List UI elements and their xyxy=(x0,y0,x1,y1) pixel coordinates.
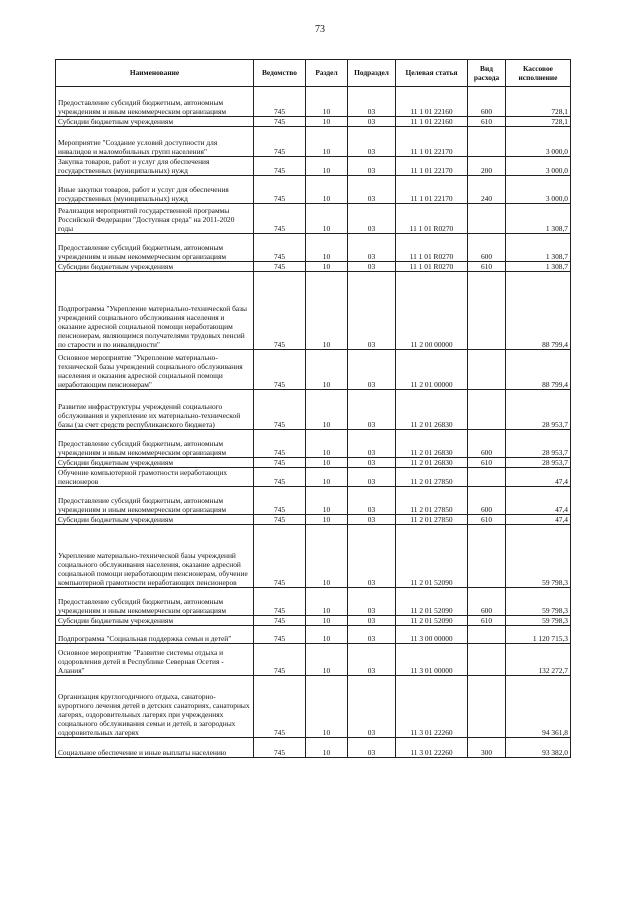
cell-expense-type: 600 xyxy=(468,430,506,458)
cell-dept: 745 xyxy=(254,616,306,626)
cell-target: 11 3 00 00000 xyxy=(396,626,468,644)
cell-expense-type xyxy=(468,272,506,350)
table-row xyxy=(56,127,571,157)
table-row xyxy=(56,272,571,350)
cell-target: 11 2 00 00000 xyxy=(396,272,468,350)
header-amount: Кассовое исполнение xyxy=(506,60,571,87)
cell-name: Предоставление субсидий бюджетным, автономным учреждениям и иным некоммерческим организациям xyxy=(56,588,254,616)
cell-section: 10 xyxy=(306,390,348,430)
cell-subsection: 03 xyxy=(348,588,396,616)
cell-amount: 1 308,7 xyxy=(506,234,571,262)
cell-amount: 88 799,4 xyxy=(506,350,571,390)
cell-name: Обучение компьютерной грамотности неработающих пенсионеров xyxy=(56,468,254,487)
cell-target: 11 1 01 22170 xyxy=(396,176,468,204)
cell-section: 10 xyxy=(306,676,348,738)
cell-name: Субсидии бюджетным учреждениям xyxy=(56,262,254,272)
cell-dept: 745 xyxy=(254,468,306,487)
cell-subsection: 03 xyxy=(348,430,396,458)
cell-subsection: 03 xyxy=(348,262,396,272)
cell-name: Мероприятие "Создание условий доступности для инвалидов и маломобильных групп населения" xyxy=(56,127,254,157)
cell-subsection: 03 xyxy=(348,525,396,588)
cell-name: Субсидии бюджетным учреждениям xyxy=(56,458,254,468)
cell-amount: 1 120 715,3 xyxy=(506,626,571,644)
cell-dept: 745 xyxy=(254,458,306,468)
cell-subsection: 03 xyxy=(348,626,396,644)
cell-amount: 94 361,8 xyxy=(506,676,571,738)
cell-amount: 3 000,0 xyxy=(506,127,571,157)
cell-expense-type: 610 xyxy=(468,616,506,626)
table-row xyxy=(56,204,571,234)
cell-expense-type: 240 xyxy=(468,176,506,204)
cell-section: 10 xyxy=(306,176,348,204)
cell-name: Организация круглогодичного отдыха, санаторно-курортного лечения детей в детских санаториях, санаторных лагерях, оздоровительных лагерях при учреждениях социального обслуживания семьи и детей, в загородных оздоровительных лагерях xyxy=(56,676,254,738)
cell-amount: 59 798,3 xyxy=(506,525,571,588)
cell-subsection: 03 xyxy=(348,644,396,676)
cell-expense-type: 600 xyxy=(468,487,506,515)
cell-target: 11 1 01 R0270 xyxy=(396,262,468,272)
table-body xyxy=(56,87,571,758)
cell-section: 10 xyxy=(306,262,348,272)
table-row xyxy=(56,644,571,676)
cell-dept: 745 xyxy=(254,157,306,176)
cell-dept: 745 xyxy=(254,390,306,430)
cell-expense-type xyxy=(468,390,506,430)
table-header-row xyxy=(56,60,571,87)
cell-target: 11 2 01 27850 xyxy=(396,468,468,487)
cell-amount: 3 000,0 xyxy=(506,176,571,204)
cell-amount: 59 798,3 xyxy=(506,588,571,616)
cell-subsection: 03 xyxy=(348,272,396,350)
cell-name: Предоставление субсидий бюджетным, автономным учреждениям и иным некоммерческим организациям xyxy=(56,87,254,117)
cell-target: 11 1 01 R0270 xyxy=(396,204,468,234)
cell-subsection: 03 xyxy=(348,616,396,626)
cell-amount: 728,1 xyxy=(506,87,571,117)
cell-section: 10 xyxy=(306,525,348,588)
header-dept: Ведомство xyxy=(254,60,306,87)
cell-expense-type: 600 xyxy=(468,234,506,262)
cell-dept: 745 xyxy=(254,515,306,525)
cell-name: Укрепление материально-технической базы учреждений социального обслуживания населения, оказание адресной социальной помощи неработающим пенсионерам, обучение компьютерной грамотности неработающих пенсионеров xyxy=(56,525,254,588)
table-row xyxy=(56,626,571,644)
cell-target: 11 2 01 52090 xyxy=(396,588,468,616)
cell-target: 11 1 01 R0270 xyxy=(396,234,468,262)
cell-dept: 745 xyxy=(254,87,306,117)
cell-amount: 47,4 xyxy=(506,487,571,515)
cell-section: 10 xyxy=(306,234,348,262)
cell-subsection: 03 xyxy=(348,676,396,738)
cell-subsection: 03 xyxy=(348,738,396,758)
cell-name: Предоставление субсидий бюджетным, автономным учреждениям и иным некоммерческим организациям xyxy=(56,487,254,515)
cell-dept: 745 xyxy=(254,117,306,127)
cell-amount: 132 272,7 xyxy=(506,644,571,676)
cell-dept: 745 xyxy=(254,525,306,588)
cell-dept: 745 xyxy=(254,234,306,262)
table-row xyxy=(56,468,571,487)
cell-amount: 93 382,0 xyxy=(506,738,571,758)
table-row xyxy=(56,390,571,430)
budget-execution-table xyxy=(55,59,571,758)
cell-amount: 28 953,7 xyxy=(506,390,571,430)
cell-dept: 745 xyxy=(254,644,306,676)
table-row xyxy=(56,458,571,468)
cell-section: 10 xyxy=(306,127,348,157)
cell-expense-type: 300 xyxy=(468,738,506,758)
cell-section: 10 xyxy=(306,350,348,390)
cell-name: Субсидии бюджетным учреждениям xyxy=(56,117,254,127)
cell-dept: 745 xyxy=(254,430,306,458)
cell-dept: 745 xyxy=(254,676,306,738)
cell-amount: 1 308,7 xyxy=(506,262,571,272)
cell-expense-type: 610 xyxy=(468,262,506,272)
cell-expense-type xyxy=(468,204,506,234)
cell-subsection: 03 xyxy=(348,117,396,127)
cell-amount: 47,4 xyxy=(506,468,571,487)
cell-section: 10 xyxy=(306,588,348,616)
cell-name: Социальное обеспечение и иные выплаты населению xyxy=(56,738,254,758)
cell-expense-type xyxy=(468,350,506,390)
cell-section: 10 xyxy=(306,487,348,515)
cell-name: Субсидии бюджетным учреждениям xyxy=(56,515,254,525)
cell-name: Реализация мероприятий государственной программы Российской Федерации "Доступная среда" на 2011-2020 годы xyxy=(56,204,254,234)
cell-target: 11 2 01 52090 xyxy=(396,525,468,588)
cell-dept: 745 xyxy=(254,176,306,204)
cell-section: 10 xyxy=(306,738,348,758)
cell-dept: 745 xyxy=(254,487,306,515)
cell-amount: 59 798,3 xyxy=(506,616,571,626)
cell-name: Основное мероприятие "Развитие системы отдыха и оздоровления детей в Республике Северная Осетия - Алания" xyxy=(56,644,254,676)
cell-section: 10 xyxy=(306,644,348,676)
table-row xyxy=(56,515,571,525)
cell-subsection: 03 xyxy=(348,127,396,157)
cell-name: Субсидии бюджетным учреждениям xyxy=(56,616,254,626)
cell-section: 10 xyxy=(306,157,348,176)
cell-expense-type: 610 xyxy=(468,458,506,468)
table-row xyxy=(56,350,571,390)
cell-expense-type xyxy=(468,644,506,676)
cell-subsection: 03 xyxy=(348,157,396,176)
cell-subsection: 03 xyxy=(348,515,396,525)
cell-target: 11 1 01 22170 xyxy=(396,157,468,176)
table-row xyxy=(56,117,571,127)
cell-subsection: 03 xyxy=(348,234,396,262)
header-section: Раздел xyxy=(306,60,348,87)
cell-expense-type: 200 xyxy=(468,157,506,176)
cell-expense-type: 610 xyxy=(468,515,506,525)
table-row xyxy=(56,738,571,758)
table-row xyxy=(56,616,571,626)
cell-target: 11 1 01 22170 xyxy=(396,127,468,157)
cell-dept: 745 xyxy=(254,350,306,390)
cell-dept: 745 xyxy=(254,588,306,616)
cell-target: 11 2 01 00000 xyxy=(396,350,468,390)
header-expense-type: Вид расхода xyxy=(468,60,506,87)
cell-amount: 28 953,7 xyxy=(506,458,571,468)
table-row xyxy=(56,487,571,515)
cell-target: 11 3 01 00000 xyxy=(396,644,468,676)
cell-subsection: 03 xyxy=(348,350,396,390)
cell-section: 10 xyxy=(306,87,348,117)
table-row xyxy=(56,262,571,272)
cell-expense-type: 610 xyxy=(468,117,506,127)
cell-amount: 728,1 xyxy=(506,117,571,127)
cell-amount: 88 799,4 xyxy=(506,272,571,350)
cell-expense-type xyxy=(468,468,506,487)
cell-target: 11 2 01 27850 xyxy=(396,487,468,515)
cell-expense-type: 600 xyxy=(468,588,506,616)
cell-amount: 47,4 xyxy=(506,515,571,525)
cell-expense-type xyxy=(468,525,506,588)
table-row xyxy=(56,234,571,262)
cell-subsection: 03 xyxy=(348,204,396,234)
cell-section: 10 xyxy=(306,430,348,458)
cell-target: 11 2 01 27850 xyxy=(396,515,468,525)
cell-name: Иные закупки товаров, работ и услуг для обеспечения государственных (муниципальных) нужд xyxy=(56,176,254,204)
table-row xyxy=(56,525,571,588)
cell-expense-type xyxy=(468,127,506,157)
page-number: 73 xyxy=(315,24,325,35)
cell-amount: 28 953,7 xyxy=(506,430,571,458)
cell-section: 10 xyxy=(306,204,348,234)
cell-section: 10 xyxy=(306,468,348,487)
table-row xyxy=(56,87,571,117)
cell-name: Закупка товаров, работ и услуг для обеспечения государственных (муниципальных) нужд xyxy=(56,157,254,176)
cell-subsection: 03 xyxy=(348,487,396,515)
cell-dept: 745 xyxy=(254,262,306,272)
cell-name: Предоставление субсидий бюджетным, автономным учреждениям и иным некоммерческим организациям xyxy=(56,430,254,458)
cell-name: Развитие инфраструктуры учреждений социального обслуживания и укрепление их материально-технической базы (за счет средств республиканского бюджета) xyxy=(56,390,254,430)
cell-target: 11 3 01 22260 xyxy=(396,676,468,738)
cell-expense-type xyxy=(468,626,506,644)
table-row xyxy=(56,176,571,204)
cell-target: 11 1 01 22160 xyxy=(396,87,468,117)
cell-section: 10 xyxy=(306,626,348,644)
cell-subsection: 03 xyxy=(348,468,396,487)
table-row xyxy=(56,676,571,738)
cell-name: Основное мероприятие "Укрепление материально-технической базы учреждений социального обслуживания населения и оказания адресной социальной помощи неработающим пенсионерам" xyxy=(56,350,254,390)
cell-name: Подпрограмма "Укрепление материально-технической базы учреждений социального обслуживания населения и оказание адресной социальной помощи неработающим пенсионерам, являющимся получателями трудовых пенсий по старости и по инвалидности" xyxy=(56,272,254,350)
cell-name: Подпрограмма "Социальная поддержка семьи и детей" xyxy=(56,626,254,644)
cell-expense-type xyxy=(468,676,506,738)
cell-target: 11 2 01 26830 xyxy=(396,458,468,468)
header-name: Наименование xyxy=(56,60,254,87)
table-row xyxy=(56,588,571,616)
cell-target: 11 3 01 22260 xyxy=(396,738,468,758)
cell-section: 10 xyxy=(306,272,348,350)
cell-target: 11 2 01 52090 xyxy=(396,616,468,626)
cell-section: 10 xyxy=(306,515,348,525)
cell-dept: 745 xyxy=(254,272,306,350)
cell-section: 10 xyxy=(306,458,348,468)
cell-target: 11 1 01 22160 xyxy=(396,117,468,127)
cell-expense-type: 600 xyxy=(468,87,506,117)
cell-dept: 745 xyxy=(254,127,306,157)
cell-target: 11 2 01 26830 xyxy=(396,430,468,458)
header-subsection: Подраздел xyxy=(348,60,396,87)
cell-subsection: 03 xyxy=(348,87,396,117)
cell-dept: 745 xyxy=(254,626,306,644)
cell-section: 10 xyxy=(306,616,348,626)
cell-dept: 745 xyxy=(254,738,306,758)
cell-dept: 745 xyxy=(254,204,306,234)
cell-section: 10 xyxy=(306,117,348,127)
cell-subsection: 03 xyxy=(348,458,396,468)
cell-amount: 1 308,7 xyxy=(506,204,571,234)
header-target: Целевая статья xyxy=(396,60,468,87)
cell-target: 11 2 01 26830 xyxy=(396,390,468,430)
cell-subsection: 03 xyxy=(348,176,396,204)
table-row xyxy=(56,430,571,458)
cell-name: Предоставление субсидий бюджетным, автономным учреждениям и иным некоммерческим организациям xyxy=(56,234,254,262)
table-row xyxy=(56,157,571,176)
cell-amount: 3 000,0 xyxy=(506,157,571,176)
cell-subsection: 03 xyxy=(348,390,396,430)
